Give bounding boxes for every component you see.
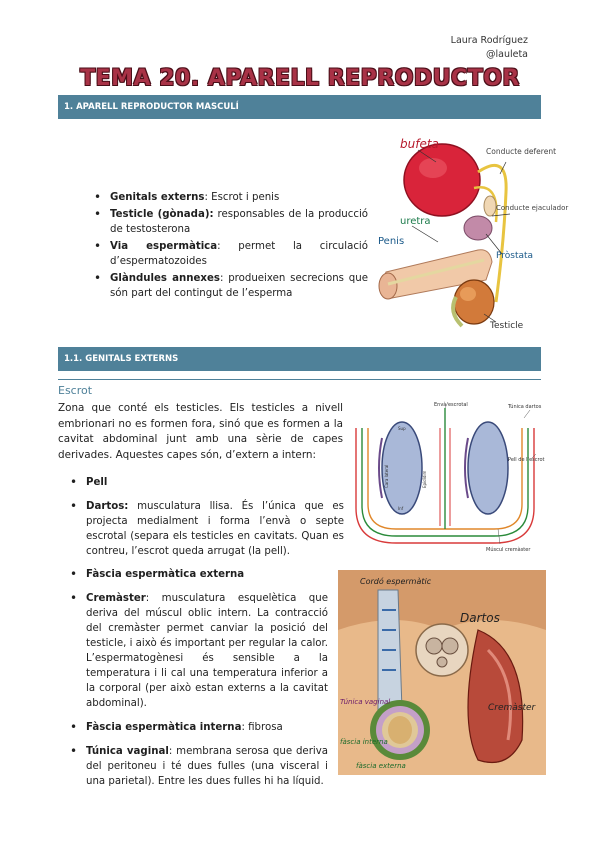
list-item: • Cremàster: musculatura esquelètica que deriva del múscul oblic intern. La contracció del cremàster permet canviar la posició del testicle, i això és important per regular la calor. L’espermatogènesi és sensible a la temperatura i li cal una temperatura inferior a la corporal (per això estan externs a la cavitat abdominal). <box>66 591 328 711</box>
label-prostata: Pròstata <box>496 251 534 261</box>
label-conducte-deferent: Conducte deferent <box>486 147 557 156</box>
subheading-escrot: Escrot <box>58 384 93 397</box>
label-enva-escrotal: Envà escrotal <box>434 402 468 408</box>
list-item: • Dartos: musculatura llisa. És l’única que es projecta medialment i forma l’envà o septe escrotal (separa els testicles en cavitats. Quan es contreu, l’escrot queda arrugat (la pell). <box>66 499 344 559</box>
list-item: • Túnica vaginal: membrana serosa que deriva del peritoneu i té dues fulles (una visceral i una parietal). Entre les dues fulles hi ha líquid. <box>66 744 328 789</box>
section-heading-1: 1. APARELL REPRODUCTOR MASCULÍ <box>58 95 541 119</box>
escrot-intro: Zona que conté els testicles. Els testicles a nivell embrionari no es formen fora, sinó que es formen a la cavitat abdominal junt amb una sèrie de capes derivades. Aquestes capes són, d’extern a intern: <box>58 402 343 461</box>
label-cordo-espermatic: Cordó espermàtic <box>360 577 432 586</box>
list-item: • Testicle (gònada): responsables de la producció de testosterona <box>90 207 368 237</box>
label-cara-lateral: Cara lateral <box>384 464 389 488</box>
layers-list-b <box>66 567 328 798</box>
section1-list <box>90 190 368 303</box>
scrotum-dissection-figure <box>338 570 546 775</box>
label-tunica-dartos: Túnica dartos <box>508 404 542 410</box>
label-penis: Penis <box>378 236 405 247</box>
section-divider <box>58 379 541 380</box>
author-block <box>451 34 528 62</box>
label-pell-escrot: Pell de l’escrot <box>508 457 545 463</box>
list-item: • Genitals externs: Escrot i penis <box>90 190 368 205</box>
reproductive-anatomy-figure <box>378 122 569 340</box>
list-item: • Via espermàtica: permet la circulació d’espermatozoides <box>90 239 368 269</box>
label-inf: Inf <box>398 506 404 511</box>
author-name: Laura Rodríguez <box>450 35 528 46</box>
scrotum-layers-figure <box>348 398 545 553</box>
author-handle: @lauleta <box>485 49 528 60</box>
label-epididim: Epidídim <box>422 470 427 488</box>
list-item: • Glàndules annexes: produeixen secrecions que són part del contingut de l’esperma <box>90 271 368 301</box>
label-fascia-externa: fàscia externa <box>356 762 406 770</box>
list-item: • Pell <box>66 475 344 490</box>
list-item: • Fàscia espermàtica interna: fibrosa <box>66 720 328 735</box>
section-heading-2: 1.1. GENITALS EXTERNS <box>58 347 541 371</box>
label-fascia-interna: fàscia interna <box>340 738 388 746</box>
label-cremaster: Cremàster <box>488 703 536 713</box>
label-uretra: uretra <box>400 216 431 227</box>
page-title: TEMA 20. APARELL REPRODUCTOR <box>80 66 520 91</box>
label-sup: Sup <box>398 426 406 431</box>
list-item: • Fàscia espermàtica externa <box>66 567 328 582</box>
label-bufeta: bufeta <box>400 137 439 151</box>
label-tunica-vaginal: Túnica vaginal <box>340 698 391 706</box>
label-dartos: Dartos <box>460 611 500 625</box>
label-muscul-cremaster: Múscul cremàster <box>486 547 531 553</box>
label-conducte-ejaculador: Conducte ejaculador <box>496 204 569 212</box>
label-testicle: Testicle <box>490 321 524 331</box>
layers-list-a <box>66 475 344 568</box>
